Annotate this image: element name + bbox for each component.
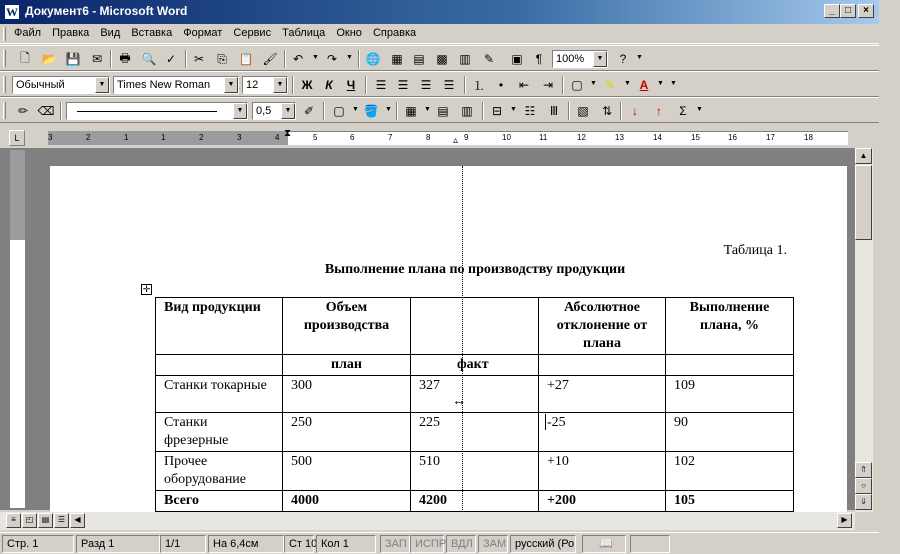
drawing-icon[interactable]: ✎: [483, 52, 495, 66]
chevron-down-icon[interactable]: ▼: [593, 51, 607, 67]
menu-edit[interactable]: Правка: [52, 27, 90, 39]
ruler-number: 6: [350, 133, 355, 142]
text-caret: [545, 414, 546, 430]
table-cell[interactable]: Объем производства: [283, 298, 411, 355]
format-painter-icon[interactable]: 🖌: [262, 52, 278, 66]
table-cell[interactable]: 300: [283, 376, 411, 413]
font-size-combo[interactable]: [242, 76, 288, 94]
separator: [620, 102, 622, 120]
separator: [568, 102, 570, 120]
table-cell[interactable]: [539, 355, 666, 376]
open-icon[interactable]: 📂: [41, 52, 57, 66]
toolbar-options-icon[interactable]: ▼: [636, 54, 643, 61]
alignment-dropdown-icon[interactable]: ▼: [510, 106, 517, 113]
bullets-icon[interactable]: •: [498, 78, 504, 92]
eraser-icon[interactable]: ⌫: [37, 104, 55, 118]
ruler-number: 18: [804, 133, 813, 142]
sort-ascending-icon[interactable]: ↓: [632, 104, 638, 118]
sort-descending-icon[interactable]: ↑: [656, 104, 662, 118]
line-weight-combo[interactable]: [252, 102, 296, 120]
tables-borders-icon[interactable]: ▦: [391, 52, 403, 66]
status-ovr[interactable]: ЗАМ: [478, 535, 508, 553]
minimize-button[interactable]: _: [824, 4, 840, 18]
redo-dropdown-icon[interactable]: ▼: [346, 54, 353, 61]
decrease-indent-icon[interactable]: ⇤: [518, 78, 530, 92]
separator: [185, 50, 187, 68]
status-page: Стр. 1: [2, 535, 74, 553]
window-title: Документ6 - Microsoft Word: [25, 4, 188, 18]
status-bar: [0, 532, 879, 554]
cell-alignment-icon[interactable]: ⊟: [491, 104, 503, 118]
table-cell[interactable]: +200: [539, 491, 666, 512]
column-resize-guide: [462, 166, 463, 510]
table-cell[interactable]: 327: [411, 376, 539, 413]
menu-view[interactable]: Вид: [100, 27, 121, 39]
ruler-number: 14: [653, 133, 662, 142]
toolbar-options-icon[interactable]: ▼: [696, 106, 703, 113]
style-combo[interactable]: [12, 76, 110, 94]
insert-table-icon[interactable]: ▦: [405, 104, 417, 118]
column-marker[interactable]: ▵: [453, 135, 459, 146]
table-cell[interactable]: +27: [539, 376, 666, 413]
copy-icon[interactable]: ⎘: [217, 51, 227, 66]
separator: [323, 102, 325, 120]
table-total-row: [156, 491, 794, 512]
line-weight-value: 0,5: [256, 105, 272, 117]
next-page-icon[interactable]: ⇓: [855, 494, 872, 510]
ruler-number: 5: [313, 133, 318, 142]
horizontal-scrollbar[interactable]: [0, 512, 855, 530]
align-center-icon[interactable]: ☰: [397, 78, 409, 92]
spelling-icon[interactable]: ✓: [165, 52, 177, 66]
scroll-left-icon[interactable]: ◀: [70, 513, 85, 528]
ruler-number: 3: [237, 133, 242, 142]
autosum-icon[interactable]: Σ: [679, 104, 687, 118]
ruler-number: 15: [691, 133, 700, 142]
chevron-down-icon[interactable]: ▼: [281, 103, 295, 119]
table-cell[interactable]: 90: [666, 413, 794, 452]
line-style-combo[interactable]: [66, 102, 248, 120]
permission-icon[interactable]: ✉: [91, 52, 103, 66]
ruler-number: 10: [502, 133, 511, 142]
justify-icon[interactable]: ☰: [443, 78, 455, 92]
scroll-up-icon[interactable]: ▲: [855, 148, 872, 164]
menu-grip[interactable]: [3, 27, 6, 41]
table-cell[interactable]: [666, 355, 794, 376]
first-line-indent-marker[interactable]: ⧗: [284, 128, 292, 139]
split-cells-icon[interactable]: ▥: [461, 104, 473, 118]
table-cell[interactable]: Станки токарные: [156, 376, 283, 413]
separator: [284, 50, 286, 68]
menu-insert[interactable]: Вставка: [131, 27, 173, 39]
table-caption: Таблица 1.: [723, 243, 787, 258]
separator: [358, 50, 360, 68]
font-value: Times New Roman: [117, 79, 211, 91]
separator: [110, 50, 112, 68]
title-bar: [0, 0, 879, 24]
zoom-value: 100%: [556, 53, 585, 65]
font-color-icon[interactable]: A: [639, 78, 649, 92]
chevron-down-icon[interactable]: ▼: [224, 77, 238, 93]
border-dropdown-icon[interactable]: ▼: [352, 106, 359, 113]
table-cell[interactable]: факт: [411, 355, 539, 376]
table-cell[interactable]: Выполнение плана, %: [666, 298, 794, 355]
data-table[interactable]: [155, 297, 794, 512]
font-combo[interactable]: [113, 76, 239, 94]
ruler-number: 3: [48, 133, 53, 142]
spelling-status-icon[interactable]: 📖: [582, 535, 626, 553]
border-color-icon[interactable]: ✐: [303, 104, 315, 118]
menu-table[interactable]: Таблица: [282, 27, 326, 39]
ruler-number: 17: [766, 133, 775, 142]
line-style-sample: [77, 111, 217, 112]
separator: [464, 76, 466, 94]
status-pages: 1/1: [160, 535, 206, 553]
table-cell[interactable]: 4200: [411, 491, 539, 512]
align-right-icon[interactable]: ☰: [420, 78, 432, 92]
show-hide-icon[interactable]: ¶: [535, 52, 543, 66]
ruler-number: 11: [539, 133, 548, 142]
vertical-ruler[interactable]: [9, 150, 25, 508]
outside-border-icon[interactable]: ▢: [333, 104, 345, 118]
table-cell[interactable]: 4000: [283, 491, 411, 512]
menu-file[interactable]: Файл: [14, 27, 42, 39]
table-cell[interactable]: +10: [539, 452, 666, 491]
table-row: [156, 452, 794, 491]
ruler-number: 4: [275, 133, 280, 142]
print-preview-icon[interactable]: 🔍: [141, 52, 157, 66]
undo-dropdown-icon[interactable]: ▼: [312, 54, 319, 61]
style-value: Обычный: [16, 79, 65, 91]
table-cell[interactable]: Вид продукции: [156, 298, 283, 355]
table-autoformat-icon[interactable]: ▧: [577, 104, 589, 118]
web-view-icon[interactable]: ◰: [22, 513, 37, 528]
scroll-right-icon[interactable]: ▶: [837, 513, 852, 528]
table-subheader-row: [156, 355, 794, 376]
text-direction-icon[interactable]: ⇅: [601, 104, 613, 118]
tab-selector[interactable]: L: [9, 130, 25, 146]
formatting-toolbar: [0, 71, 879, 97]
zoom-combo[interactable]: [552, 50, 608, 68]
ruler-number: 2: [199, 133, 204, 142]
highlight-icon[interactable]: ✎: [604, 78, 616, 92]
bold-button[interactable]: Ж: [301, 78, 313, 92]
chevron-down-icon[interactable]: ▼: [233, 103, 247, 119]
ruler-number: 2: [86, 133, 91, 142]
table-cell[interactable]: 102: [666, 452, 794, 491]
undo-icon[interactable]: ↶: [292, 52, 304, 66]
draw-table-icon[interactable]: ✏: [17, 104, 29, 118]
columns-icon[interactable]: ▥: [459, 52, 471, 66]
table-row: [156, 413, 794, 452]
font-color-dropdown-icon[interactable]: ▼: [657, 80, 664, 87]
chevron-down-icon[interactable]: ▼: [95, 77, 109, 93]
separator: [60, 102, 62, 120]
shading-dropdown-icon[interactable]: ▼: [385, 106, 392, 113]
table-cell[interactable]: 109: [666, 376, 794, 413]
close-button[interactable]: ×: [858, 4, 874, 18]
insert-table-dropdown-icon[interactable]: ▼: [424, 106, 431, 113]
insert-excel-icon[interactable]: ▩: [436, 52, 448, 66]
table-cell[interactable]: 510: [411, 452, 539, 491]
borders-dropdown-icon[interactable]: ▼: [590, 80, 597, 87]
hyperlink-icon[interactable]: 🌐: [365, 52, 381, 66]
print-icon[interactable]: 🖶: [119, 50, 131, 65]
table-cell[interactable]: [156, 355, 283, 376]
standard-toolbar: [0, 45, 879, 71]
table-cell[interactable]: 225: [411, 413, 539, 452]
separator: [562, 76, 564, 94]
table-cell[interactable]: 105: [666, 491, 794, 512]
underline-button[interactable]: Ч: [346, 78, 356, 92]
italic-button[interactable]: К: [325, 78, 333, 92]
paste-icon[interactable]: 📋: [238, 52, 254, 66]
ruler-left-margin: [48, 131, 288, 145]
status-section: Разд 1: [76, 535, 160, 553]
ruler-number: 12: [577, 133, 586, 142]
vertical-ruler-margin: [10, 150, 25, 240]
menu-bar: [0, 24, 879, 44]
cut-icon[interactable]: ✂: [193, 52, 205, 66]
toolbar-grip[interactable]: [3, 76, 6, 93]
ruler-number: 13: [615, 133, 624, 142]
outline-view-icon[interactable]: ☰: [54, 513, 69, 528]
ruler-number: 7: [388, 133, 393, 142]
table-cell[interactable]: Прочее оборудование: [156, 452, 283, 491]
separator: [482, 102, 484, 120]
table-header-row: [156, 298, 794, 355]
document-page[interactable]: [50, 166, 847, 516]
menu-format[interactable]: Формат: [183, 27, 223, 39]
chevron-down-icon[interactable]: ▼: [273, 77, 287, 93]
table-cell[interactable]: [411, 298, 539, 355]
status-language[interactable]: русский (Ро: [510, 535, 576, 553]
ruler-number: 9: [464, 133, 469, 142]
new-document-icon[interactable]: 🗋: [20, 50, 30, 65]
status-rec[interactable]: ЗАП: [380, 535, 410, 553]
status-trk[interactable]: ИСПР: [410, 535, 444, 553]
distribute-columns-icon[interactable]: Ⅲ: [549, 104, 559, 118]
vertical-scrollbar[interactable]: [855, 148, 873, 512]
document-map-icon[interactable]: ▣: [511, 52, 523, 66]
save-icon[interactable]: 💾: [65, 52, 81, 66]
ruler-number: 1: [124, 133, 129, 142]
separator: [396, 102, 398, 120]
help-icon[interactable]: ?: [619, 52, 627, 66]
redo-icon[interactable]: ↷: [326, 52, 338, 66]
print-layout-icon[interactable]: ▤: [38, 513, 53, 528]
separator: [365, 76, 367, 94]
table-move-handle-icon[interactable]: ✛: [142, 284, 151, 294]
borders-icon[interactable]: ▢: [571, 78, 583, 92]
shading-color-icon[interactable]: 🪣: [363, 104, 379, 118]
table-cell[interactable]: 250: [283, 413, 411, 452]
merge-cells-icon[interactable]: ▤: [437, 104, 449, 118]
status-line: Ст 10: [284, 535, 314, 553]
table-cell[interactable]: Всего: [156, 491, 283, 512]
status-column: Кол 1: [316, 535, 376, 553]
toolbar-grip[interactable]: [3, 50, 6, 67]
horizontal-ruler: [0, 126, 879, 148]
table-cell[interactable]: Абсолютное отклонение от плана: [539, 298, 666, 355]
scroll-thumb[interactable]: [855, 165, 872, 240]
separator: [292, 76, 294, 94]
table-cell[interactable]: 500: [283, 452, 411, 491]
tables-borders-toolbar: [0, 97, 879, 123]
resize-cursor-icon: ↔: [452, 392, 466, 408]
select-browse-object-icon[interactable]: ○: [855, 478, 872, 494]
status-empty-panel: [630, 535, 670, 553]
table-row: [156, 376, 794, 413]
numbering-icon[interactable]: ⒈: [472, 78, 485, 93]
menu-window[interactable]: Окно: [336, 27, 362, 39]
font-size-value: 12: [246, 79, 259, 91]
ruler-number: 8: [426, 133, 431, 142]
maximize-button[interactable]: □: [840, 4, 856, 18]
table-cell[interactable]: план: [283, 355, 411, 376]
menu-help[interactable]: Справка: [372, 27, 417, 39]
menu-tools[interactable]: Сервис: [233, 27, 272, 39]
insert-table-icon[interactable]: ▤: [413, 52, 425, 66]
table-cell[interactable]: -25: [539, 413, 666, 452]
status-position: На 6,4см: [208, 535, 284, 553]
highlight-dropdown-icon[interactable]: ▼: [624, 80, 631, 87]
increase-indent-icon[interactable]: ⇥: [542, 78, 554, 92]
table-title: Выполнение плана по производству продукции: [324, 262, 626, 277]
distribute-rows-icon[interactable]: ☷: [524, 104, 536, 118]
toolbar-options-icon[interactable]: ▼: [670, 80, 677, 87]
previous-page-icon[interactable]: ⇑: [855, 462, 872, 478]
align-left-icon[interactable]: ☰: [375, 78, 387, 92]
ruler-number: 16: [728, 133, 737, 142]
table-cell[interactable]: Станки фрезерные: [156, 413, 283, 452]
status-ext[interactable]: ВДЛ: [446, 535, 476, 553]
toolbar-grip[interactable]: [3, 102, 6, 119]
ruler-number: 1: [161, 133, 166, 142]
normal-view-icon[interactable]: ≡: [6, 513, 21, 528]
word-app-icon[interactable]: W: [6, 5, 18, 19]
